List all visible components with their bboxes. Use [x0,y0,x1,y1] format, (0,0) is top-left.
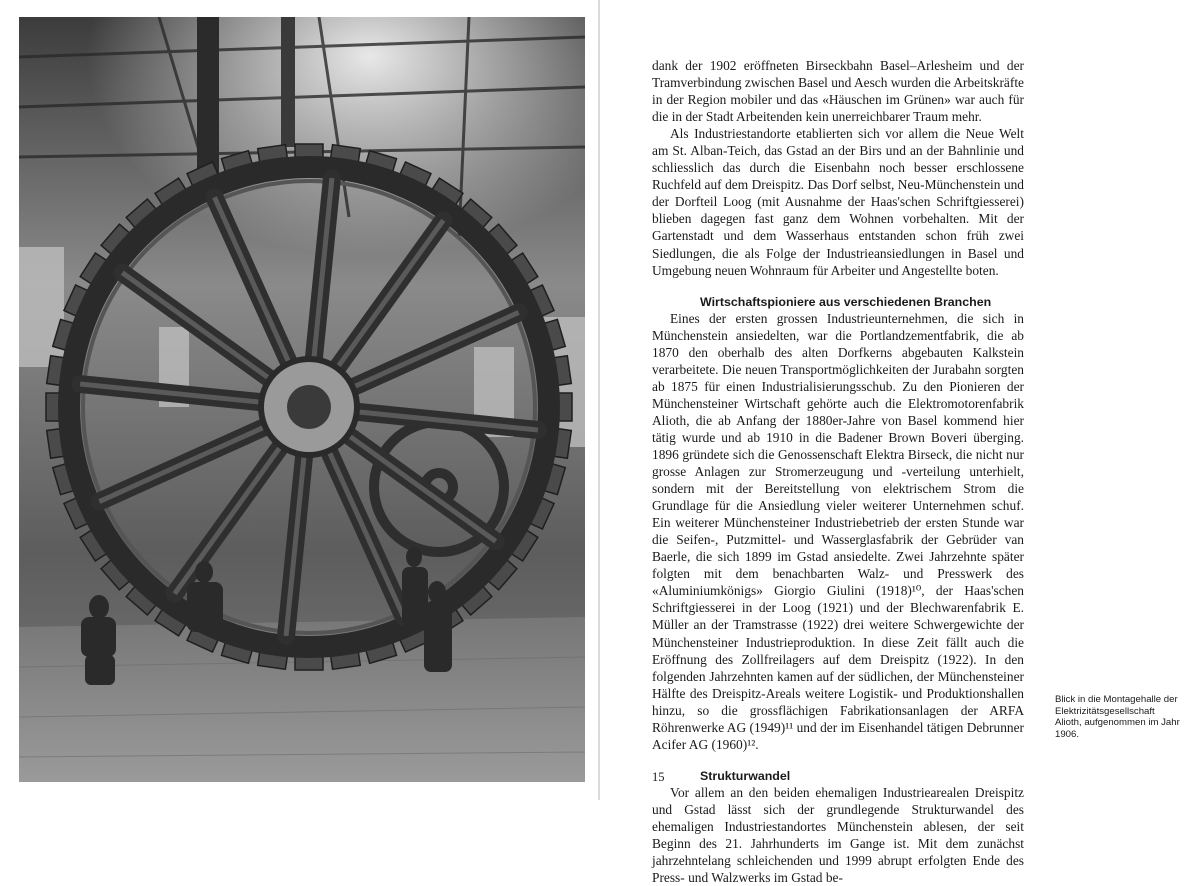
section-heading: Wirtschaftspioniere aus verschiedenen Branchen [700,294,992,309]
factory-hall-photo [19,17,585,782]
paragraph: Als Industriestandorte etablierten sich vor allem die Neue Welt am St. Alban-Teich, das Gstad an der Birs und an der Bahnlinie und schliesslich das durch die Eisenbahn noch besser erschlossene Ruchfeld auf dem Dreispitz. Das Dorf selbst, Neu-Münchenstein und der Dorfteil Loog (mit Ausnahme der Haas'schen Schriftgiesserei) blieben dagegen fast ganz dem Wohnen vorbehalten. Mit der Gartenstadt und dem Wasserhaus entstanden schon früh zwei Siedlungen, die als Folge der Industrieansiedlungen in Basel und Umgebung neuen Wohnraum für Arbeiter und Angestellte boten. [652,126,1024,278]
body-text-column [652,57,1024,886]
section-heading: Strukturwandel [700,768,791,783]
page-number: 15 [652,770,665,784]
gear-wheel-illustration [19,17,585,782]
paragraph: dank der 1902 eröffneten Birseckbahn Basel–Arlesheim und der Tramverbindung zwischen Basel und Aesch wurden die Arbeitskräfte in der Region mobiler und das «Häuschen im Grünen» war auch für die in der Stadt Arbeitenden kein unerreichbarer Traum mehr. [652,58,1024,125]
paragraph: Eines der ersten grossen Industrieunternehmen, die sich in Münchenstein ansiedelten, war die Portlandzementfabrik, die ab 1870 den oberhalb des alten Dorfkerns abgebauten Kalkstein verarbeitete. Die neuen Transportmöglichkeiten der Jurabahn sorgten ab 1875 für einen Industrialisierungsschub. Zu den Pionieren der Münchensteiner Wirtschaft gehörte auch die Elektromotorenfabrik Alioth, die ab Anfang der 1880er-Jahre von Basel kommend hier tätig wurde und ab 1910 in die Badener Brown Boveri überging. 1896 gründete sich die Genossenschaft Elektra Birseck, die nicht nur grosse Anlagen zur Stromerzeugung und -verteilung unterhielt, sondern mit der Bereitstellung von elektrischem Strom die Grundlage für die Ansiedlung vieler weiterer Unternehmen schuf. Ein weiterer Münchensteiner Industriebetrieb der ersten Stunde war die Seifen-, Putzmittel- und Wasserglasfabrik der Gebrüder van Baerle, die sich 1899 im Gstad ansiedelte. Zwei Jahrzehnte später folgten mit dem benachbarten Walz- und Presswerk des «Aluminiumkönigs» Giorgio Giulini (1918)¹⁰, der Haas'schen Schriftgiesserei in der Loog (1921) und der Blechwarenfabrik E. Müller an der Tramstrasse (1922) drei weitere Schwergewichte der Münchensteiner Industrieproduktion. In diese Zeit fällt auch die Eröffnung des Zollfreilagers auf dem Dreispitz (1922). In den folgenden Jahrzehnten kamen auf der südlichen, der Münchensteiner Hälfte des Dreispitz-Areals weitere Logistik- und Produktionshallen hinzu, so die grossflächigen Fabrikationsanlagen der ARFA Röhrenwerke AG (1949)¹¹ und der im Eisenhandel tätigen Debrunner Acifer AG (1960)¹². [652,310,1024,752]
photo-caption: Blick in die Montagehalle der Elektrizitätsgesellschaft Alioth, aufgenommen im Jahr 1906. [1055,694,1180,740]
left-page [0,0,599,800]
right-page [600,0,1201,886]
paragraph: Vor allem an den beiden ehemaligen Industriearealen Dreispitz und Gstad lässt sich der grundlegende Strukturwandel des ehemaligen Industriestandortes Münchenstein ablesen, der seit Beginn des 21. Jahrhunderts im Gange ist. Mit dem zunächst jahrzehntelang schleichenden und 1999 abrupt erfolgten Ende des Press- und Walzwerks im Gstad be- [652,784,1024,886]
